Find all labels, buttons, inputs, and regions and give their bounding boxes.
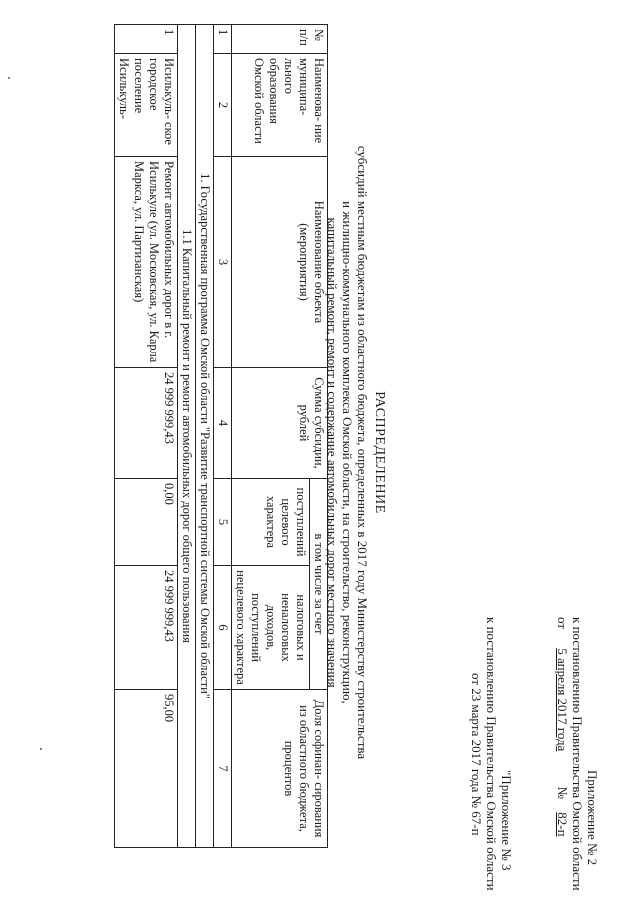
- document-title: РАСПРЕДЕЛЕНИЕ: [372, 391, 387, 514]
- row-share: 95,00: [115, 690, 178, 848]
- row-amount: 24 999 999,43: [115, 368, 178, 479]
- header-tax: налоговых и неналоговых доходов, поступлений нецелевого характера: [232, 566, 310, 690]
- row-municipality: Исилькуль- ское городское поселение Исилькуль-: [115, 54, 178, 157]
- col-number: 3: [214, 157, 232, 368]
- program-title: 1. Государственная программа Омской области "Развитие транспортной системы Омской области": [196, 25, 214, 848]
- appendix-new-line2: к постановлению Правительства Омской области: [570, 617, 585, 891]
- col-number: 7: [214, 690, 232, 848]
- subtitle-line2: и жилищно-коммунального комплекса Омской области, на строительство, реконструкцию,: [340, 201, 355, 704]
- header-amount: Сумма субсидии, рублей: [232, 368, 328, 479]
- subtitle-line1: субсидий местным бюджетам из областного бюджета, определенных в 2017 году Министерству строительства: [355, 145, 370, 760]
- appendix-new-dateline: [555, 617, 570, 845]
- row-num: 1: [115, 25, 178, 54]
- header-targeted: поступлений целевого характера: [232, 479, 310, 566]
- appendix-new-line1: Приложение № 2: [585, 770, 600, 866]
- appendix-old-line3: от 23 марта 2017 года № 67-п: [469, 673, 484, 836]
- col-number: 5: [214, 479, 232, 566]
- program-row: [196, 25, 214, 848]
- appendix-old-line2: к постановлению Правительства Омской области: [484, 617, 499, 891]
- subprogram-title: 1.1 Капитальный ремонт и ремонт автомобильных дорог общего пользования: [178, 25, 196, 848]
- header-municipality: Наименова- ние муниципа- льного образования Омской области: [232, 54, 328, 157]
- header-row-1: [310, 25, 328, 848]
- col-number: 4: [214, 368, 232, 479]
- subprogram-row: [178, 25, 196, 848]
- appendix-date: 5 апреля 2017 года: [555, 648, 570, 752]
- subtitle-line3: капитальный ремонт, ремонт и содержание автомобильных дорог местного значения: [325, 217, 340, 688]
- distribution-table: [114, 24, 328, 848]
- table-row: [115, 25, 178, 848]
- col-number: 6: [214, 566, 232, 690]
- appendix-number: 82-п: [555, 812, 570, 837]
- row-targeted: 0,00: [115, 479, 178, 566]
- header-including: в том числе за счет: [310, 479, 328, 690]
- number-label: №: [555, 786, 570, 799]
- row-object: Ремонт автомобильных дорог в г. Исилькуле (ул. Московская, ул. Карла Маркса, ул. Партизанская): [115, 157, 178, 368]
- row-tax: 24 999 999,43: [115, 566, 178, 690]
- header-share: Доля софинан- сирования из областного бюджета, процентов: [232, 690, 328, 848]
- from-label: от: [555, 617, 570, 630]
- header-num: № п/п: [232, 25, 328, 54]
- appendix-old-line1: "Приложение № 3: [499, 770, 514, 871]
- column-number-row: [214, 25, 232, 848]
- col-number: 1: [214, 25, 232, 54]
- header-object: Наименование объекта (мероприятия): [232, 157, 328, 368]
- col-number: 2: [214, 54, 232, 157]
